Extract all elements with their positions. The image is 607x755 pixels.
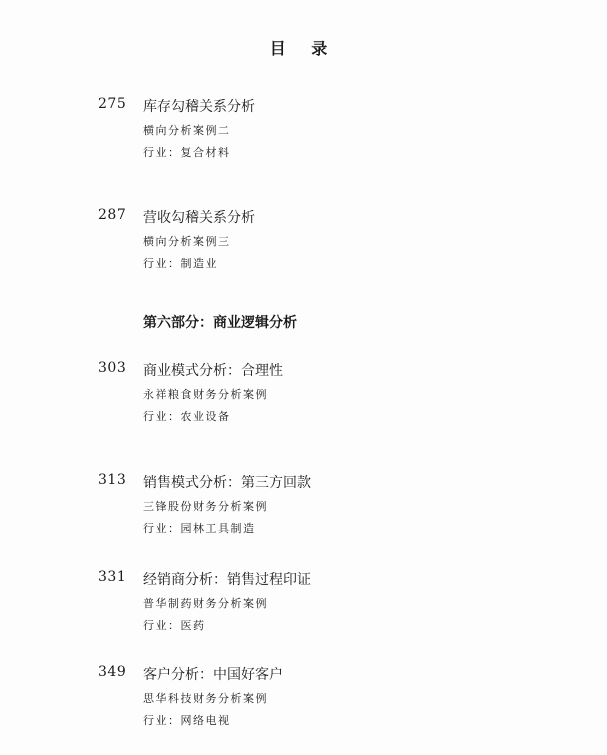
entry-case: 三锋股份财务分析案例 (143, 500, 268, 513)
entry-industry: 行业：医药 (143, 619, 206, 632)
entry-industry: 行业：园林工具制造 (143, 522, 256, 535)
page-number: 349 (98, 664, 127, 680)
page-number: 303 (98, 360, 127, 376)
entry-heading: 营收勾稽关系分析 (143, 210, 255, 226)
entry-heading: 商业模式分析：合理性 (143, 363, 283, 379)
page-number: 313 (98, 472, 127, 488)
entry-industry: 行业：制造业 (143, 257, 218, 270)
toc-title: 目 录 (269, 39, 338, 58)
entry-heading: 客户分析：中国好客户 (143, 667, 283, 683)
entry-industry: 行业：复合材料 (143, 146, 231, 159)
entry-case: 横向分析案例二 (143, 124, 231, 137)
entry-heading: 库存勾稽关系分析 (143, 99, 255, 115)
entry-industry: 行业：农业设备 (143, 410, 231, 423)
entry-case: 普华制药财务分析案例 (143, 597, 268, 610)
entry-heading: 经销商分析：销售过程印证 (143, 572, 311, 588)
part-heading: 第六部分：商业逻辑分析 (143, 315, 297, 331)
entry-case: 思华科技财务分析案例 (143, 692, 268, 705)
entry-heading: 销售模式分析：第三方回款 (143, 475, 311, 491)
page-number: 331 (98, 569, 127, 585)
entry-industry: 行业：网络电视 (143, 714, 231, 727)
page-number: 275 (98, 96, 127, 112)
entry-case: 横向分析案例三 (143, 235, 231, 248)
page-number: 287 (98, 207, 127, 223)
entry-case: 永祥粮食财务分析案例 (143, 388, 268, 401)
